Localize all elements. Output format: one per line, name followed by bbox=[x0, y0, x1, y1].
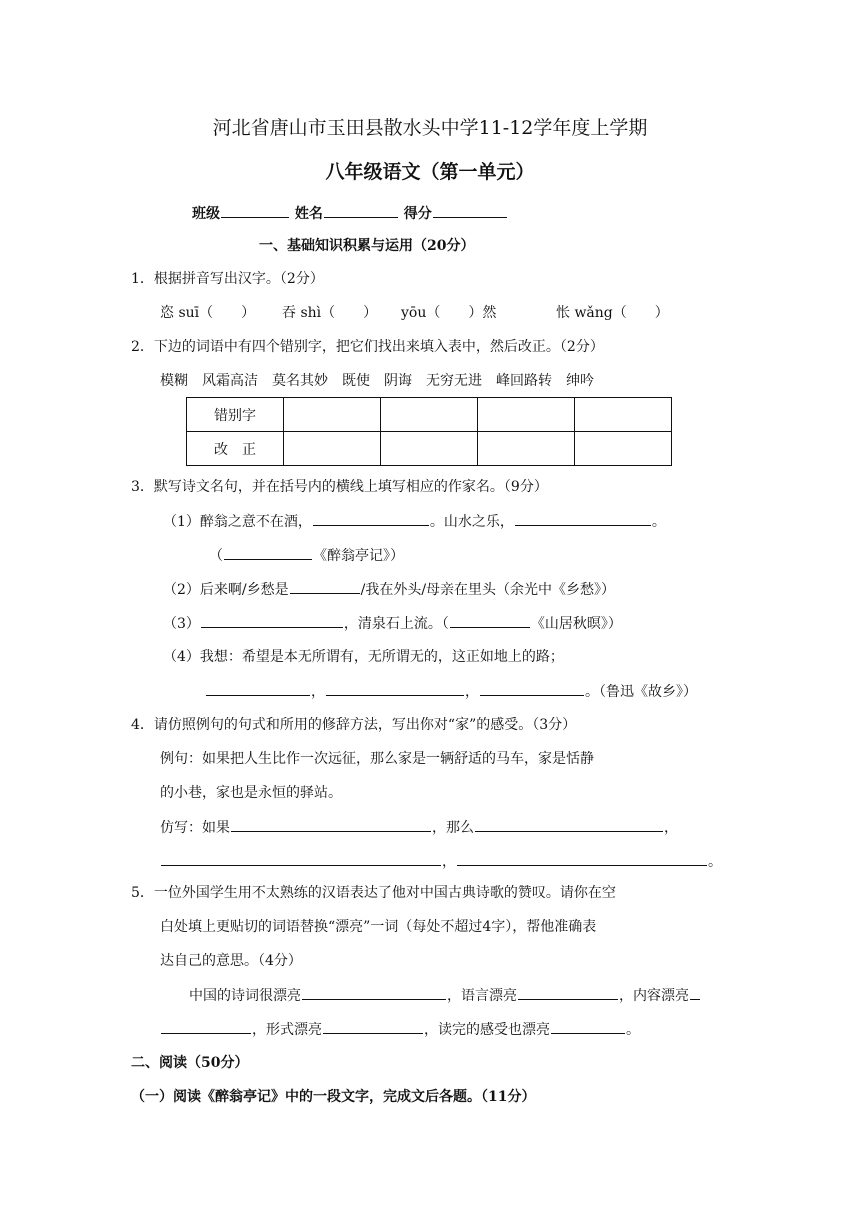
name-label: 姓名 bbox=[294, 206, 323, 222]
correction-cell[interactable] bbox=[284, 432, 381, 466]
answer-blank[interactable] bbox=[690, 985, 700, 1000]
answer-blank[interactable] bbox=[290, 579, 360, 594]
answer-blank[interactable] bbox=[323, 1019, 423, 1034]
q5-sentence-line-2 bbox=[160, 1019, 640, 1040]
q3-text: /我在外头/母亲在里头（余光中《乡愁》） bbox=[360, 582, 616, 598]
answer-blank[interactable] bbox=[302, 985, 446, 1000]
correction-cell[interactable] bbox=[381, 432, 478, 466]
class-blank[interactable] bbox=[221, 203, 289, 218]
class-label: 班级 bbox=[192, 206, 220, 222]
q1-item-2: 吞 shì（ ） bbox=[282, 305, 378, 321]
q1-item-3: yōu（ ）然 bbox=[401, 305, 497, 321]
document-title: 河北省唐山市玉田县散水头中学11-12学年度上学期 bbox=[212, 117, 648, 139]
q3-text: ， bbox=[465, 684, 479, 700]
answer-blank[interactable] bbox=[201, 613, 343, 628]
question-4: 4．请仿照例句的句式和所用的修辞方法，写出你对“家”的感受。（3分） bbox=[131, 717, 577, 733]
q3-text: 。（鲁迅《故乡》） bbox=[585, 684, 697, 700]
answer-blank[interactable] bbox=[326, 681, 464, 696]
correction-cell[interactable] bbox=[575, 432, 672, 466]
q3-text: 。 bbox=[651, 514, 666, 530]
correction-cell[interactable] bbox=[478, 432, 575, 466]
name-blank[interactable] bbox=[324, 203, 398, 218]
answer-blank[interactable] bbox=[206, 681, 310, 696]
section2-subheading: （一）阅读《醉翁亭记》中的一段文字，完成文后各题。（11分） bbox=[131, 1089, 536, 1105]
q5-text: ，内容漂亮 bbox=[619, 988, 689, 1004]
table-row bbox=[187, 398, 672, 432]
answer-blank[interactable] bbox=[480, 681, 584, 696]
section1-heading: 一、基础知识积累与运用（20分） bbox=[259, 238, 475, 254]
question-2: 2．下边的词语中有四个错别字，把它们找出来填入表中，然后改正。（2分） bbox=[131, 339, 604, 355]
q3-text: 《山居秋暝》） bbox=[530, 616, 622, 632]
typo-row-label: 错别字 bbox=[187, 398, 284, 432]
q5-sentence-line-1 bbox=[189, 985, 701, 1006]
q4-text: ， bbox=[442, 854, 456, 870]
q3-text: ， bbox=[311, 684, 325, 700]
score-label: 得分 bbox=[403, 206, 432, 222]
q3-line-1-author bbox=[209, 545, 404, 566]
answer-blank[interactable] bbox=[161, 851, 441, 866]
q3-line-1 bbox=[163, 511, 666, 532]
q3-line-2 bbox=[163, 579, 615, 600]
typo-cell[interactable] bbox=[478, 398, 575, 432]
q4-text: ， bbox=[664, 820, 678, 836]
answer-blank[interactable] bbox=[231, 817, 431, 832]
q3-text: ，清泉石上流。（ bbox=[343, 616, 449, 632]
answer-blank[interactable] bbox=[161, 1019, 251, 1034]
question-5-line-3: 达自己的意思。（4分） bbox=[160, 953, 302, 969]
question-3: 3．默写诗文名句，并在括号内的横线上填写相应的作家名。（9分） bbox=[131, 479, 548, 495]
typo-cell[interactable] bbox=[284, 398, 381, 432]
q1-item-4: 怅 wǎng（ ） bbox=[556, 305, 669, 321]
student-info-line bbox=[192, 203, 508, 224]
q3-text: （1）醉翁之意不在酒， bbox=[163, 514, 312, 530]
q1-item-1: 恣 suī（ ） bbox=[160, 305, 256, 321]
typo-correction-table bbox=[186, 397, 672, 466]
document-subtitle: 八年级语文（第一单元） bbox=[325, 161, 535, 183]
answer-blank[interactable] bbox=[515, 511, 651, 526]
q3-text: （2）后来啊/乡愁是 bbox=[163, 582, 289, 598]
typo-cell[interactable] bbox=[575, 398, 672, 432]
q5-text: ，语言漂亮 bbox=[447, 988, 517, 1004]
typo-cell[interactable] bbox=[381, 398, 478, 432]
q3-text: 《醉翁亭记》） bbox=[313, 548, 404, 564]
question-5-line-2: 白处填上更贴切的词语替换“漂亮”一词（每处不超过4字），帮他准确表 bbox=[160, 919, 597, 935]
q3-line-4-blanks bbox=[205, 681, 697, 702]
q4-imitate-line-1 bbox=[160, 817, 678, 838]
q4-text: 仿写：如果 bbox=[160, 820, 230, 836]
table-row bbox=[187, 432, 672, 466]
q4-text: 。 bbox=[708, 854, 722, 870]
q5-text: ，形式漂亮 bbox=[252, 1022, 322, 1038]
author-blank[interactable] bbox=[224, 545, 312, 560]
section2-heading: 二、阅读（50分） bbox=[131, 1055, 249, 1071]
q3-line-4: （4）我想：希望是本无所谓有，无所谓无的，这正如地上的路； bbox=[163, 649, 564, 665]
q4-example-line-1: 例句：如果把人生比作一次远征，那么家是一辆舒适的马车，家是恬静 bbox=[160, 751, 594, 767]
answer-blank[interactable] bbox=[313, 511, 429, 526]
q3-text: （ bbox=[209, 548, 223, 564]
answer-blank[interactable] bbox=[457, 851, 707, 866]
q3-text: （3） bbox=[163, 616, 200, 632]
q5-text: ，读完的感受也漂亮 bbox=[424, 1022, 550, 1038]
q4-text: ，那么 bbox=[432, 820, 474, 836]
answer-blank[interactable] bbox=[518, 985, 618, 1000]
q4-imitate-line-2 bbox=[160, 851, 722, 872]
author-blank[interactable] bbox=[450, 613, 530, 628]
question-1: 1．根据拼音写出汉字。（2分） bbox=[131, 271, 324, 287]
q3-text: 。山水之乐， bbox=[429, 514, 514, 530]
score-blank[interactable] bbox=[433, 203, 507, 218]
q2-word-list: 模糊 风霜高洁 莫名其妙 既使 阴诲 无穷无进 峰回路转 绅吟 bbox=[160, 373, 594, 389]
q4-example-line-2: 的小巷，家也是永恒的驿站。 bbox=[160, 785, 342, 801]
correction-row-label: 改 正 bbox=[187, 432, 284, 466]
answer-blank[interactable] bbox=[551, 1019, 625, 1034]
question-5-line-1: 5．一位外国学生用不太熟练的汉语表达了他对中国古典诗歌的赞叹。请你在空 bbox=[131, 885, 616, 901]
q5-text: 中国的诗词很漂亮 bbox=[189, 988, 301, 1004]
q3-line-3 bbox=[163, 613, 622, 634]
answer-blank[interactable] bbox=[475, 817, 663, 832]
q5-text: 。 bbox=[626, 1022, 640, 1038]
